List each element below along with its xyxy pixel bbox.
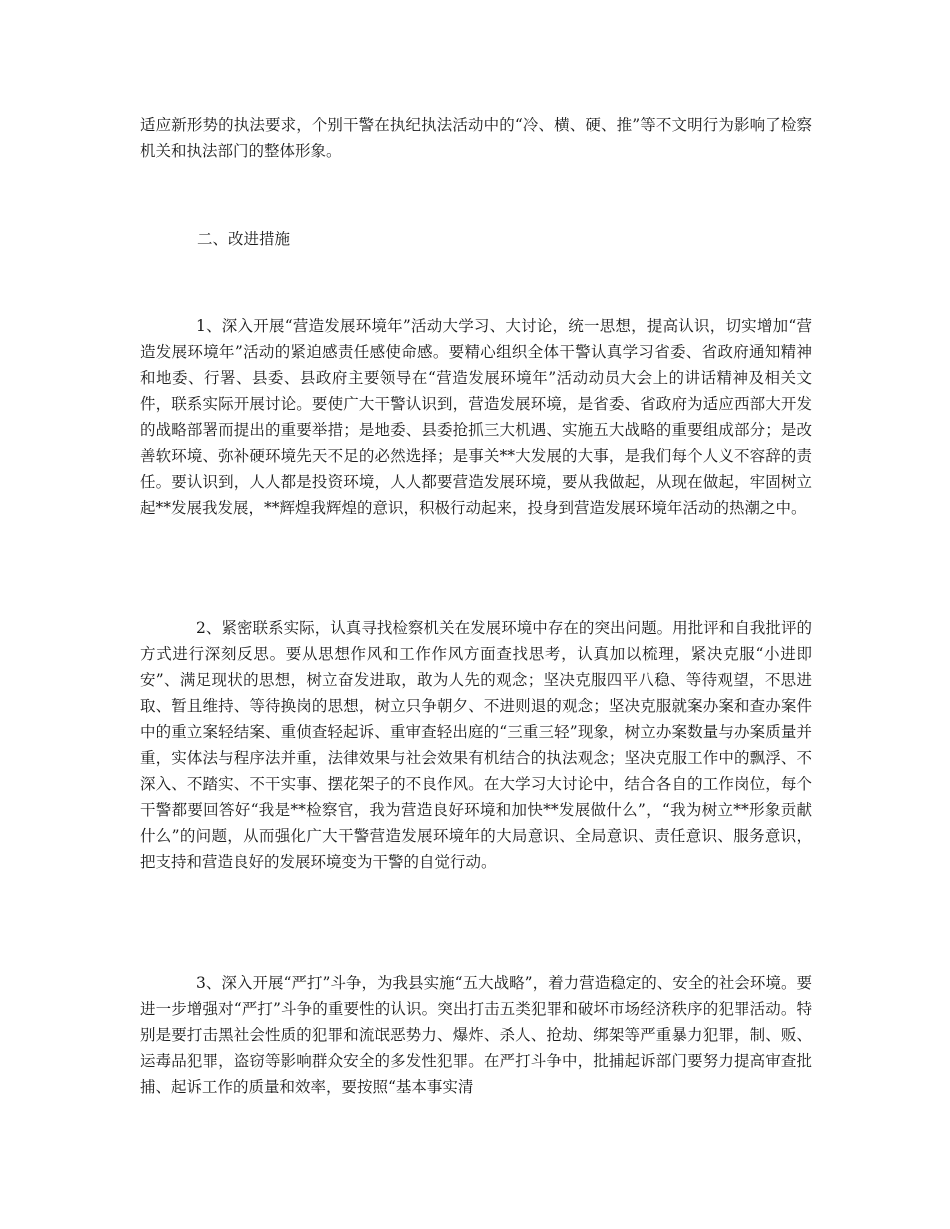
paragraph-measure-3: 3、深入开展“严打”斗争，为我县实施“五大战略”，着力营造稳定的、安全的社会环境。要进一步增强对“严打”斗争的重要性的认识。突出打击五类犯罪和破坏市场经济秩序的犯罪活动。特别是要打击黑社会性质的犯罪和流氓恶势力、爆炸、杀人、抢劫、绑架等严重暴力犯罪，制、贩、运毒品犯罪，盗窃等影响群众安全的多发性犯罪。在严打斗争中，批捕起诉部门要努力提高审查批捕、起诉工作的质量和效率，要按照“基本事实清 [140,974,812,1096]
paragraph-measure-1: 1、深入开展“营造发展环境年”活动大学习、大讨论，统一思想，提高认识，切实增加“营造发展环境年”活动的紧迫感责任感使命感。要精心组织全体干警认真学习省委、省政府通知精神和地委、行署、县委、县政府主要领导在“营造发展环境年”活动动员大会上的讲话精神及相关文件，联系实际开展讨论。要使广大干警认识到，营造发展环境，是省委、省政府为适应西部大开发的战略部署而提出的重要举措；是地委、县委抢抓三大机遇、实施五大战略的重要组成部分；是改善软环境、弥补硬环境先天不足的必然选择；是事关**大发展的大事，是我们每个人义不容辞的责任。要认识到，人人都是投资环境，人人都要营造发展环境，要从我做起，从现在做起，牢固树立起**发展我发展，**辉煌我辉煌的意识，积极行动起来，投身到营造发展环境年活动的热潮之中。 [140,317,812,517]
paragraph-measure-2: 2、紧密联系实际，认真寻找检察机关在发展环境中存在的突出问题。用批评和自我批评的方式进行深刻反思。要从思想作风和工作作风方面查找思考，认真加以梳理，紧决克服“小进即安”、满足现状的思想，树立奋发进取，敢为人先的观念；坚决克服四平八稳、等待观望，不思进取、暂且维持、等待换岗的思想，树立只争朝夕、不进则退的观念；坚决克服就案办案和查办案件中的重立案轻结案、重侦查轻起诉、重审查轻出庭的“三重三轻”现象，树立办案数量与办案质量并重，实体法与程序法并重，法律效果与社会效果有机结合的执法观念；坚决克服工作中的飘浮、不深入、不踏实、不干实事、摆花架子的不良作风。在大学习大讨论中，结合各自的工作岗位，每个干警都要回答好“我是**检察官，我为营造良好环境和加快**发展做什么”，“我为树立**形象贡献什么”的问题，从而强化广大干警营造发展环境年的大局意识、全局意识、责任意识、服务意识，把支持和营造良好的发展环境变为干警的自觉行动。 [140,619,812,871]
section-heading: 二、改进措施 [197,230,291,248]
paragraph-intro: 适应新形势的执法要求，个别干警在执纪执法活动中的“冷、横、硬、推”等不文明行为影响了检察机关和执法部门的整体形象。 [140,116,812,160]
